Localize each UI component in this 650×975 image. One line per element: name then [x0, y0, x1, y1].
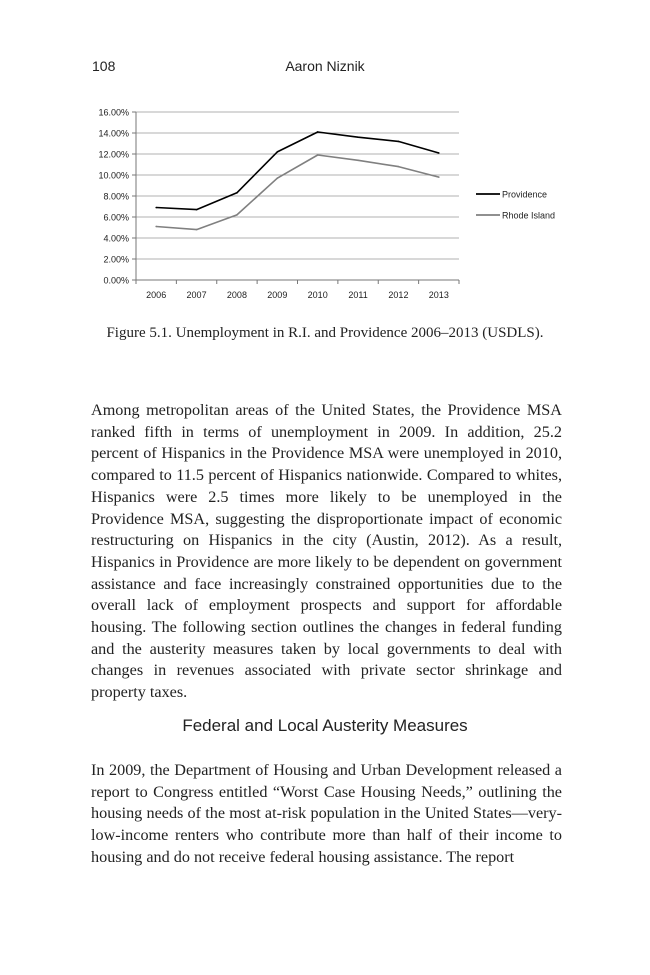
y-tick-label: 8.00% [103, 191, 129, 202]
x-tick-label: 2010 [307, 290, 328, 300]
data-point [196, 229, 198, 231]
y-tick-label: 4.00% [103, 233, 129, 244]
section-heading: Federal and Local Austerity Measures [182, 716, 468, 735]
data-point [196, 209, 198, 211]
x-tick-label: 2007 [186, 290, 207, 300]
running-head: Aaron Niznik [285, 58, 365, 74]
x-tick-label: 2009 [267, 290, 288, 300]
x-tick-label: 2013 [428, 290, 449, 300]
data-point [277, 177, 279, 179]
data-point [317, 154, 319, 156]
x-tick-label: 2008 [226, 290, 247, 300]
x-tick-label: 2011 [348, 290, 368, 300]
data-point [357, 160, 359, 162]
unemployment-line-chart [82, 100, 582, 305]
data-point [438, 176, 440, 178]
x-tick-label: 2012 [388, 290, 409, 300]
y-tick-label: 0.00% [103, 275, 129, 286]
y-tick-label: 16.00% [98, 107, 129, 118]
page-number: 108 [92, 58, 116, 74]
data-point [277, 151, 279, 153]
figure-caption: Figure 5.1. Unemployment in R.I. and Providence 2006–2013 (USDLS). [106, 325, 544, 341]
y-tick-label: 6.00% [103, 212, 129, 223]
body-paragraph-1: Among metropolitan areas of the United States, the Providence MSA ranked fifth in terms of unemployment in 2009. In addition, 25.2 percent of Hispanics in the Providence MSA were unemployed in 2010, compared to 11.5 percent of Hispanics nationwide. Compared to whites, Hispanics were 2.5 times more likely to be unemployed in the Providence MSA, suggesting the disproportionate impact of economic restructuring on Hispanics in the city (Austin, 2012). As a result, Hispanics in Providence are more likely to be dependent on government assistance and face increasingly constrained opportunities due to the overall lack of employment prospects and support for affordable housing. The following section outlines the changes in federal funding and the austerity measures taken by local governments to deal with changes in revenues associated with private sector shrinkage and property taxes. [91, 401, 562, 702]
series-line-rhode-island [156, 155, 439, 230]
data-point [155, 207, 157, 209]
legend-label: Providence [502, 189, 548, 200]
x-tick-label: 2006 [146, 290, 167, 300]
data-point [317, 131, 319, 133]
legend-label: Rhode Island [502, 210, 556, 221]
y-tick-label: 10.00% [98, 170, 129, 181]
data-point [438, 152, 440, 154]
y-tick-label: 2.00% [103, 254, 129, 265]
data-point [236, 214, 238, 216]
page-header [0, 58, 650, 78]
y-tick-label: 12.00% [98, 149, 129, 160]
y-tick-label: 14.00% [98, 128, 129, 139]
data-point [236, 192, 238, 194]
body-paragraph-2: In 2009, the Department of Housing and Urban Development released a report to Congress entitled “Worst Case Housing Needs,” outlining the housing needs of the most at-risk population in the United States—very-low-income renters who contribute more than half of their income to housing and do not receive federal housing assistance. The report [91, 761, 562, 866]
data-point [357, 136, 359, 138]
data-point [398, 166, 400, 168]
series-line-providence [156, 132, 439, 210]
data-point [398, 141, 400, 143]
data-point [155, 226, 157, 228]
